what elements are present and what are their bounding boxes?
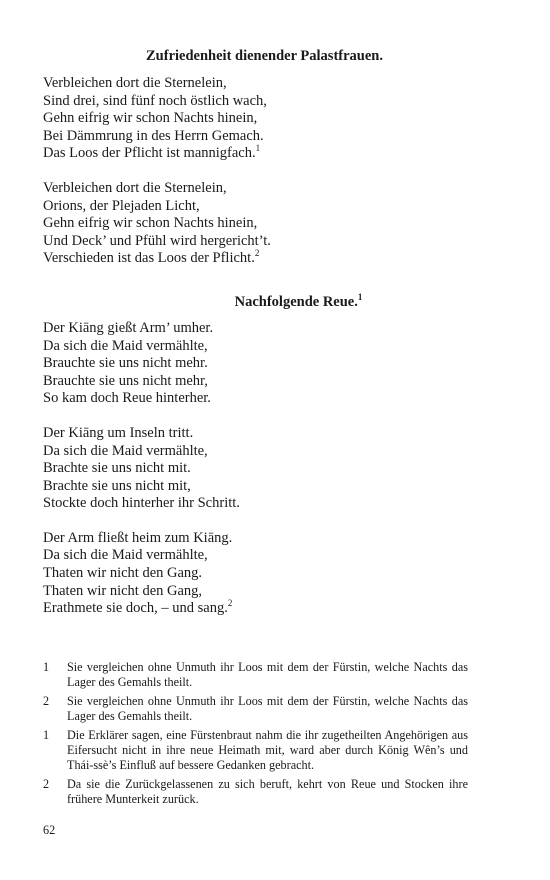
verse-line: Der Kiāng um Inseln tritt.: [43, 424, 194, 441]
footnote-number: 2: [43, 693, 50, 708]
verse-line: [43, 250, 468, 268]
footnote-number: 1: [43, 660, 50, 674]
verse-line: Brachte sie uns nicht mit.: [43, 460, 191, 477]
footnote-mark: 2: [254, 248, 260, 259]
verse-line: [43, 145, 468, 163]
verse-line: Orions, der Plejaden Licht,: [43, 197, 200, 214]
footnote: [43, 777, 468, 808]
verse-text: Das Loos der Pflicht ist mannigfach.: [43, 145, 256, 162]
footnote-number: 2: [43, 776, 50, 791]
footnote-mark: 1: [357, 291, 363, 302]
verse-line: Der Kiāng gießt Arm’ umher.: [43, 319, 214, 336]
footnote-number: 1: [43, 727, 50, 742]
poem-title-text: Zufriedenheit dienender Palastfrauen.: [146, 48, 383, 64]
footnote: [43, 660, 468, 691]
verse-text: Erathmete sie doch, – und sang.: [43, 600, 228, 617]
verse-line: Bei Dämmrung in des Herrn Gemach.: [43, 127, 264, 144]
stanza: [43, 75, 468, 163]
verse-line: Und Deck’ und Pfühl wird hergericht’t.: [43, 232, 271, 249]
footnote-text: Die Erklärer sagen, eine Fürstenbraut nahm die ihr zugetheilten Angehörigen aus Eifersucht nicht in ihre neue Heimath mit, ward aber durch König Wên’s und Thái-ssè’s Einfluß auf bessere Gedanken gebracht.: [67, 727, 468, 773]
footnote: [43, 694, 468, 725]
stanza: [43, 180, 468, 268]
verse-line: Da sich die Maid vermählte,: [43, 337, 208, 354]
poem-title: [43, 48, 468, 65]
verse-line: Gehn eifrig wir schon Nachts hinein,: [43, 110, 258, 127]
stanza: [43, 320, 468, 408]
poem-title: [43, 291, 468, 311]
verse-line: Verbleichen dort die Sternelein,: [43, 75, 227, 91]
verse-line: Der Arm fließt heim zum Kiāng.: [43, 529, 233, 546]
verse-line: Da sich die Maid vermählte,: [43, 547, 208, 564]
verse-line: Da sich die Maid vermählte,: [43, 442, 208, 459]
verse-line: Gehn eifrig wir schon Nachts hinein,: [43, 215, 258, 232]
page-body: [43, 48, 468, 635]
verse-line: So kam doch Reue hinterher.: [43, 390, 211, 407]
verse-line: Thaten wir nicht den Gang,: [43, 582, 203, 599]
verse-line: Brauchte sie uns nicht mehr,: [43, 372, 208, 389]
footnotes: [43, 660, 468, 811]
verse-text: Verschieden ist das Loos der Pflicht.: [43, 250, 255, 267]
poem-title-text: Nachfolgende Reue.: [234, 293, 358, 310]
page-number: 62: [43, 823, 56, 837]
verse-line: Sind drei, sind fünf noch östlich wach,: [43, 92, 267, 109]
verse-line: Verbleichen dort die Sternelein,: [43, 179, 227, 196]
stanza: [43, 530, 468, 618]
footnote-text: Sie vergleichen ohne Unmuth ihr Loos mit dem der Fürstin, welche Nachts das Lager des Gemahls theilt.: [67, 693, 468, 724]
footnote-text: Da sie die Zurückgelassenen zu sich beruft, kehrt von Reue und Stocken ihre frühere Munterkeit zurück.: [67, 776, 468, 807]
footnote: [43, 728, 468, 774]
verse-line: Thaten wir nicht den Gang.: [43, 565, 203, 582]
stanza: [43, 425, 468, 513]
verse-line: Brauchte sie uns nicht mehr.: [43, 355, 208, 372]
verse-line: Brachte sie uns nicht mit,: [43, 477, 191, 494]
footnote-mark: 1: [255, 143, 261, 154]
footnote-mark: 2: [227, 598, 233, 609]
footnote-text: Sie vergleichen ohne Unmuth ihr Loos mit dem der Fürstin, welche Nachts das Lager des Gemahls theilt.: [67, 660, 468, 690]
verse-line: Stockte doch hinterher ihr Schritt.: [43, 495, 240, 512]
verse-line: [43, 600, 468, 618]
